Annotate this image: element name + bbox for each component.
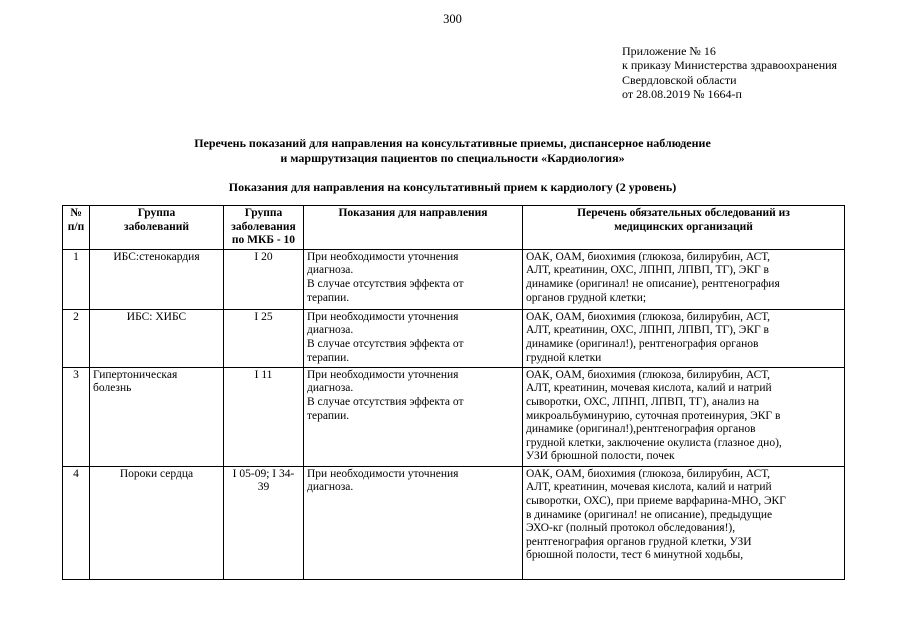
cell-line: ИБС: ХИБС [126, 310, 187, 323]
cell-line: При необходимости уточнения [307, 467, 459, 480]
cell-line: При необходимости уточнения [307, 250, 459, 263]
header-line: по МКБ - 10 [231, 234, 296, 247]
cell-line: Гипертоническая [93, 368, 178, 381]
cell-line: грудной клетки, заключение окулиста (глазное дно), [526, 436, 782, 449]
cell-exams [523, 466, 845, 579]
appendix-line: к приказу Министерства здравоохранения [622, 58, 838, 73]
cell-line: ИБС:стенокардия [113, 250, 200, 263]
cell-line: I 05-09; I 34- [232, 467, 295, 480]
cell-mkb [224, 249, 304, 309]
cell-num: 2 [63, 309, 90, 367]
header-line: медицинских организаций [614, 220, 753, 233]
cell-line: При необходимости уточнения [307, 368, 459, 381]
cell-line: При необходимости уточнения [307, 310, 459, 323]
cell-line: АЛТ, креатинин, ОХС, ЛПНП, ЛПВП, ТГ), ЭКГ в [526, 324, 769, 337]
table-row [63, 466, 845, 579]
cell-line: АЛТ, креатинин, мочевая кислота, калий и натрий [526, 382, 772, 395]
cell-group [90, 466, 224, 579]
cell-line: сыворотки, ОХС), при приеме варфарина-МНО, ЭКГ [526, 494, 786, 507]
appendix-line: от 28.08.2019 № 1664-п [622, 86, 742, 101]
cell-indications [304, 466, 523, 579]
cell-group [90, 367, 224, 466]
header-cell-indications [304, 206, 523, 250]
cell-group [90, 249, 224, 309]
cell-num: 1 [63, 249, 90, 309]
cell-indications [304, 367, 523, 466]
cell-mkb [224, 309, 304, 367]
cell-mkb [224, 466, 304, 579]
header-line: Группа [137, 207, 176, 219]
table-row [63, 309, 845, 367]
table-row [63, 367, 845, 466]
header-line: п/п [67, 220, 85, 233]
cell-line: ОАК, ОАМ, биохимия (глюкоза, билирубин, АСТ, [526, 467, 771, 480]
cell-line: микроальбуминурию, суточная протеинурия, ЭКГ в [526, 409, 781, 422]
cell-line: динамике (оригинал!), рентгенография органов [526, 337, 759, 350]
cell-line: 39 [257, 481, 270, 494]
cell-indications [304, 309, 523, 367]
cell-line: АЛТ, креатинин, ОХС, ЛПНП, ЛПВП, ТГ), ЭКГ в [526, 264, 769, 277]
cell-line: ОАК, ОАМ, биохимия (глюкоза, билирубин, АСТ, [526, 368, 771, 381]
cell-mkb [224, 367, 304, 466]
page-number: 300 [443, 12, 462, 26]
header-line: Группа [244, 207, 283, 219]
cell-line: терапии. [307, 291, 350, 304]
cell-line: ЭХО-кг (полный протокол обследования!), [526, 522, 736, 535]
cell-num: 3 [63, 367, 90, 466]
cell-line: Пороки сердца [119, 467, 194, 480]
document-subtitle: Показания для направления на консультативный прием к кардиологу (2 уровень) [228, 180, 677, 194]
cell-line: диагноза. [307, 264, 354, 277]
cell-line: брюшной полости, тест 6 минутной ходьбы, [526, 549, 744, 562]
table-row [63, 249, 845, 309]
cell-line: в динамике (оригинал! не описание), предыдущие [526, 508, 773, 521]
table-header-row [63, 206, 845, 250]
cell-exams [523, 249, 845, 309]
cell-line: динамике (оригинал! не описание), рентгенография [526, 277, 780, 290]
cell-line: В случае отсутствия эффекта от [307, 337, 464, 350]
cell-line: диагноза. [307, 382, 354, 395]
cell-line: I 11 [254, 368, 273, 381]
cell-line: диагноза. [307, 324, 354, 337]
cell-line: I 25 [254, 310, 273, 323]
cell-group [90, 309, 224, 367]
cell-line: органов грудной клетки; [526, 291, 647, 304]
cell-line: ОАК, ОАМ, биохимия (глюкоза, билирубин, АСТ, [526, 250, 771, 263]
cell-num: 4 [63, 466, 90, 579]
header-cell-group [90, 206, 224, 250]
cell-exams [523, 367, 845, 466]
appendix-block [622, 44, 837, 101]
cell-line: диагноза. [307, 481, 354, 494]
cell-line: УЗИ брюшной полости, почек [526, 450, 675, 463]
cell-line: ОАК, ОАМ, биохимия (глюкоза, билирубин, АСТ, [526, 310, 771, 323]
cell-exams [523, 309, 845, 367]
cell-line: динамике (оригинал!),рентгенография органов [526, 423, 756, 436]
header-cell-num [63, 206, 90, 250]
cell-line: болезнь [93, 382, 132, 395]
header-line: заболеваний [124, 220, 189, 233]
header-cell-mkb [224, 206, 304, 250]
header-line: заболевания [231, 220, 296, 233]
cell-line: рентгенография органов грудной клетки, УЗИ [526, 535, 752, 548]
document-title [0, 136, 905, 165]
indications-table [62, 205, 845, 580]
title-line: и маршрутизация пациентов по специальности «Кардиология» [280, 150, 625, 165]
cell-line: В случае отсутствия эффекта от [307, 277, 464, 290]
title-line: Перечень показаний для направления на консультативные приемы, диспансерное наблюдение [194, 136, 711, 150]
cell-line: АЛТ, креатинин, мочевая кислота, калий и натрий [526, 481, 772, 494]
appendix-line: Приложение № 16 [622, 44, 716, 58]
appendix-line: Свердловской области [622, 72, 737, 87]
cell-line: терапии. [307, 409, 350, 422]
header-cell-exams [523, 206, 845, 250]
header-line: Показания для направления [338, 207, 488, 219]
cell-line: грудной клетки [526, 351, 602, 364]
header-line: Перечень обязательных обследований из [577, 207, 790, 219]
cell-line: сыворотки, ОХС, ЛПНП, ЛПВП, ТГ), анализ на [526, 395, 760, 408]
cell-line: терапии. [307, 351, 350, 364]
cell-line: В случае отсутствия эффекта от [307, 395, 464, 408]
cell-indications [304, 249, 523, 309]
cell-line: I 20 [254, 250, 273, 263]
header-line: № [70, 207, 82, 219]
